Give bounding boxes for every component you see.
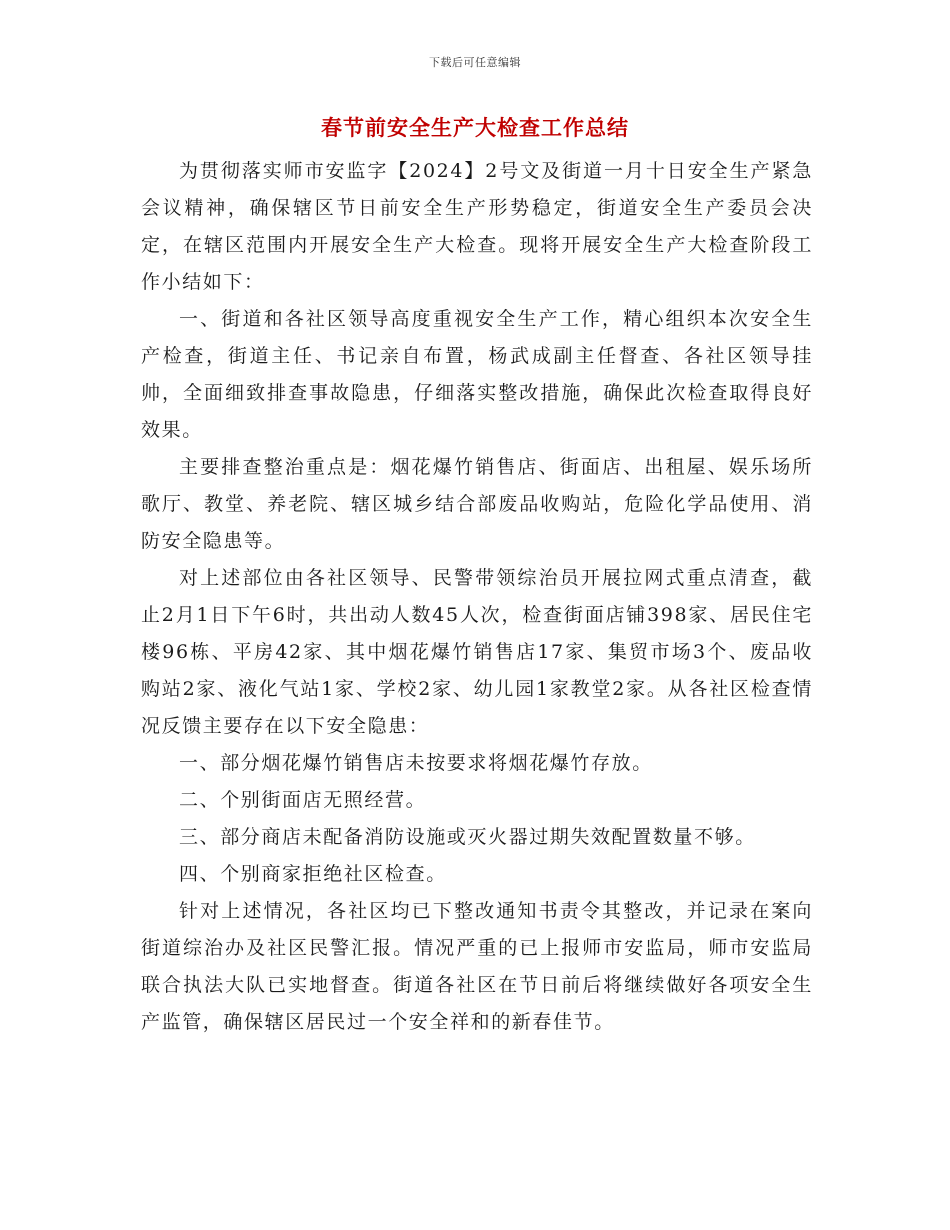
- document-body: [141, 153, 813, 1041]
- paragraph-hazard-1: 一、部分烟花爆竹销售店未按要求将烟花爆竹存放。: [179, 752, 653, 774]
- paragraph-hazard-3: 三、部分商店未配备消防设施或灭火器过期失效配置数量不够。: [179, 826, 756, 848]
- paragraph-intro: 为贯彻落实师市安监字【2024】2号文及街道一月十日安全生产紧急会议精神，确保辖区节日前安全生产形势稳定，街道安全生产委员会决定，在辖区范围内开展安全生产大检查。现将开展安全生产大检查阶段工作小结如下：: [141, 160, 813, 293]
- paragraph-rectification: 针对上述情况，各社区均已下整改通知书责令其整改，并记录在案向街道综治办及社区民警汇报。情况严重的已上报师市安监局，师市安监局联合执法大队已实地督查。街道各社区在节日前后将继续做好各项安全生产监管，确保辖区居民过一个安全祥和的新春佳节。: [141, 900, 813, 1033]
- paragraph-inspection-stats: 对上述部位由各社区领导、民警带领综治员开展拉网式重点清查，截止2月1日下午6时，共出动人数45人次，检查街面店铺398家、居民住宅楼96栋、平房42家、其中烟花爆竹销售店17家、集贸市场3个、废品收购站2家、液化气站1家、学校2家、幼儿园1家教堂2家。从各社区检查情况反馈主要存在以下安全隐患：: [141, 567, 813, 737]
- paragraph-hazard-2: 二、个别街面店无照经营。: [179, 789, 427, 811]
- page-header-note: 下载后可任意编辑: [429, 56, 521, 69]
- document-title: 春节前安全生产大检查工作总结: [321, 115, 629, 140]
- paragraph-key-targets: 主要排查整治重点是：烟花爆竹销售店、街面店、出租屋、娱乐场所歌厅、教堂、养老院、辖区城乡结合部废品收购站，危险化学品使用、消防安全隐患等。: [141, 456, 813, 552]
- paragraph-leadership: 一、街道和各社区领导高度重视安全生产工作，精心组织本次安全生产检查，街道主任、书记亲自布置，杨武成副主任督查、各社区领导挂帅，全面细致排查事故隐患，仔细落实整改措施，确保此次检查取得良好效果。: [141, 308, 813, 441]
- paragraph-hazard-4: 四、个别商家拒绝社区检查。: [179, 863, 447, 885]
